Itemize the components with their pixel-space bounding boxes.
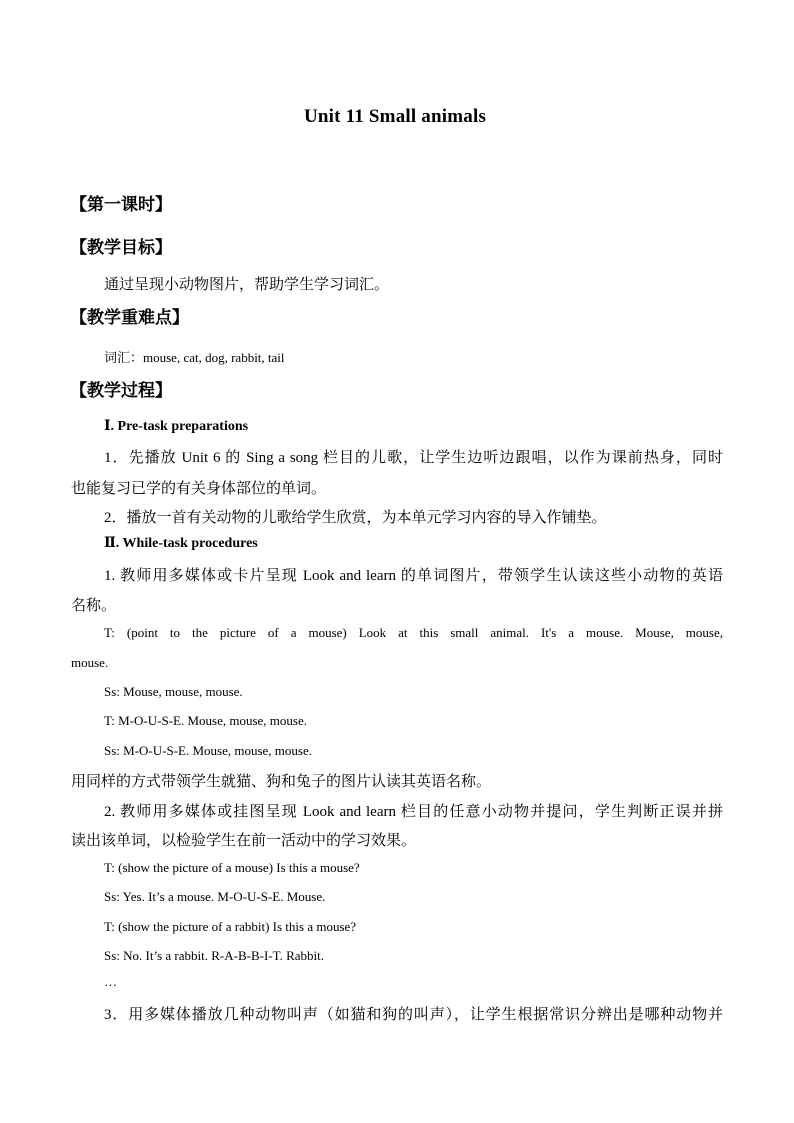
while-task-line: mouse. — [71, 655, 109, 670]
while-task-line: Ss: M-O-U-S-E. Mouse, mouse, mouse. — [104, 743, 312, 758]
heading-lesson: 【第一课时】 — [70, 195, 172, 214]
while-task-line: 读出该单词，以检验学生在前一活动中的学习效果。 — [71, 833, 417, 849]
while-task-line: T: (show the picture of a mouse) Is this a mouse? — [104, 860, 360, 875]
while-task-line: Ss: Yes. It’s a mouse. M-O-U-S-E. Mouse. — [104, 889, 326, 904]
while-task-line: T: (point to the picture of a mouse) Look at this small animal. It's a mouse. Mouse, mouse, — [104, 625, 723, 640]
while-task-line: 1. 教师用多媒体或卡片呈现 Look and learn 的单词图片，带领学生认读这些小动物的英语 — [104, 568, 723, 584]
while-task-line: 用同样的方式带领学生就猫、狗和兔子的图片认读其英语名称。 — [71, 774, 492, 790]
pre-task-line: 1．先播放 Unit 6 的 Sing a song 栏目的儿歌，让学生边听边跟唱，以作为课前热身，同时 — [104, 450, 723, 466]
while-task-line: 2. 教师用多媒体或挂图呈现 Look and learn 栏目的任意小动物并提问，学生判断正误并拼 — [104, 804, 723, 820]
while-task-line: T: M-O-U-S-E. Mouse, mouse, mouse. — [104, 713, 307, 728]
heading-key-points: 【教学重难点】 — [70, 308, 189, 327]
while-task-line: Ss: Mouse, mouse, mouse. — [104, 684, 243, 699]
heading-objectives: 【教学目标】 — [70, 238, 172, 257]
heading-process: 【教学过程】 — [70, 381, 172, 400]
while-task-line: Ss: No. It’s a rabbit. R-A-B-B-I-T. Rabbit. — [104, 948, 325, 963]
section-pre-task: Ⅰ. Pre-task preparations — [104, 419, 249, 434]
key-points-text: 词汇：mouse, cat, dog, rabbit, tail — [104, 350, 285, 365]
section-while-task: Ⅱ. While-task procedures — [104, 536, 258, 551]
pre-task-line: 2．播放一首有关动物的儿歌给学生欣赏，为本单元学习内容的导入作铺垫。 — [104, 510, 607, 526]
while-task-line: 3．用多媒体播放几种动物叫声（如猫和狗的叫声），让学生根据常识分辨出是哪种动物并 — [104, 1007, 723, 1023]
objectives-text: 通过呈现小动物图片，帮助学生学习词汇。 — [104, 277, 390, 293]
while-task-line: T: (show the picture of a rabbit) Is this a mouse? — [104, 919, 357, 934]
document-title: Unit 11 Small animals — [303, 106, 487, 127]
pre-task-line: 也能复习已学的有关身体部位的单词。 — [71, 481, 327, 497]
while-task-line: 名称。 — [71, 598, 117, 614]
while-task-line: … — [104, 974, 117, 989]
